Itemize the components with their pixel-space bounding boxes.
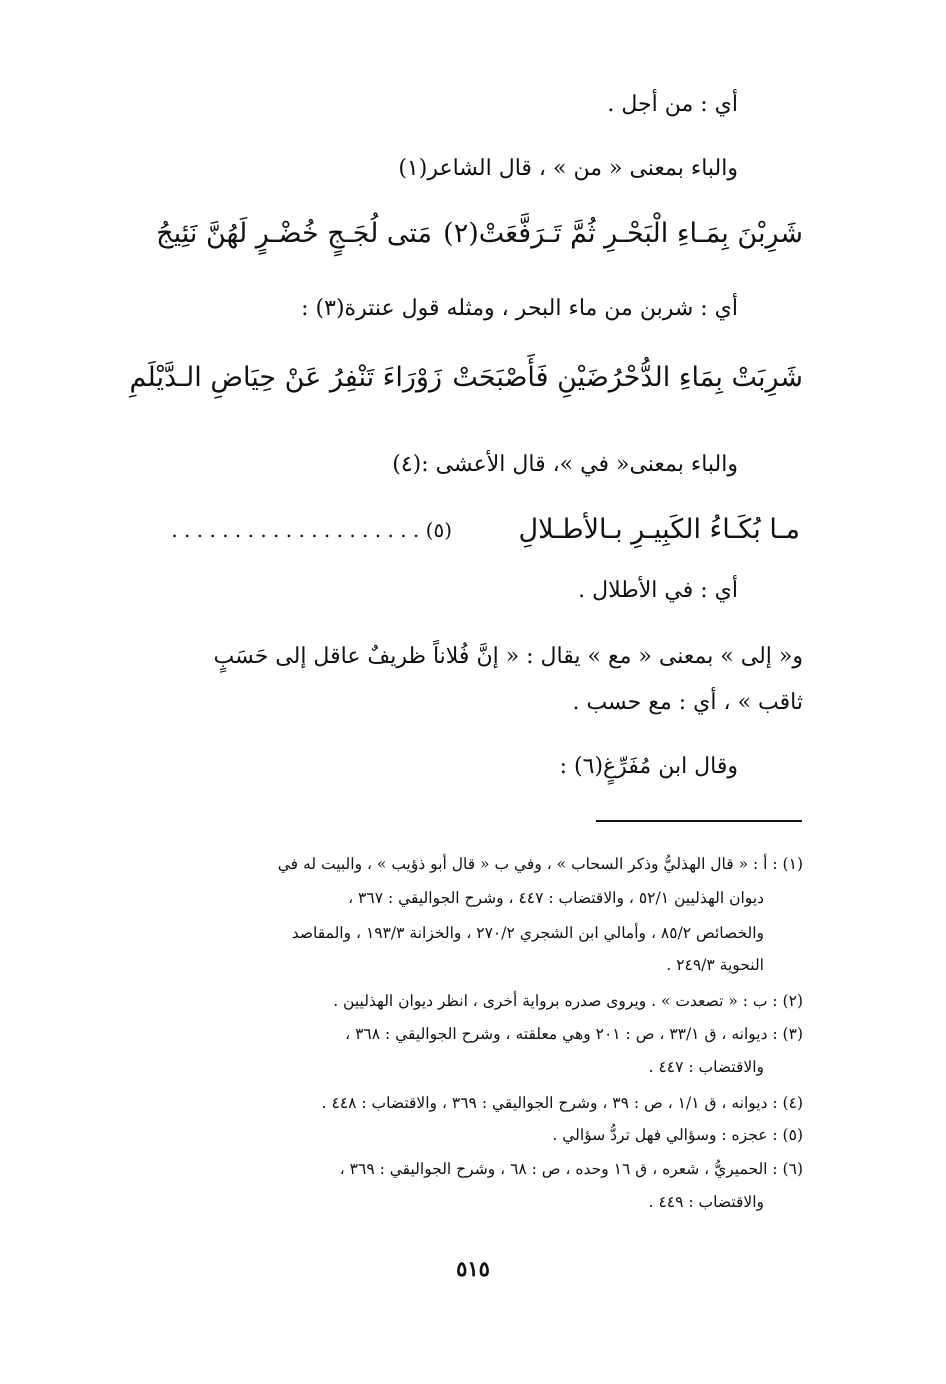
verse-3-omitted-dots: (٥) . . . . . . . . . . . . . . . . . . . . [171,518,452,542]
footnote-6-line-2: والاقتضاب : ٤٤٩ . [648,1193,764,1211]
verse-2 [0,362,946,402]
page-number: ٥١٥ [456,1256,490,1281]
verse-3-first-hemistich: مـا بُكَـاءُ الكَبِيـرِ بـالأطـلالِ [518,514,800,545]
footnote-3-line-2: والاقتضاب : ٤٤٧ . [648,1058,764,1076]
footnote-4: (٤) : ديوانه ، ق ١/١ ، ص : ٣٩ ، وشرح الجواليقي : ٣٦٩ ، والاقتضاب : ٤٤٨ . [321,1094,803,1112]
footnote-separator [596,820,802,822]
body-line-2: والباء بمعنى « من » ، قال الشاعر(١) [398,156,738,181]
verse-2-first-hemistich: شَرِبَتْ بِمَاءِ الدُّحْرُضَيْنِ فَأَصْبَحَتْ [452,362,803,393]
verse-2-second-hemistich: زَوْرَاءَ تَنْفِرُ عَنْ حِيَاضِ الـدَّيْلَمِ [129,362,442,393]
footnote-6-line-1: (٦) : الحميريُّ ، شعره ، ق ١٦ وحده ، ص : ٦٨ ، وشرح الجواليقي : ٣٦٩ ، [339,1160,803,1178]
footnote-1-line-4: النحوية ٢٤٩/٣ . [666,956,764,974]
verse-1 [0,218,946,258]
body-line-8: وقال ابن مُفَرِّغٍ(٦) : [559,754,738,779]
verse-1-second-hemistich: مَتى لُجَـجٍ خُضْـرٍ لَهُنَّ نَئِيجُ [156,218,432,249]
body-line-3: أي : شربن من ماء البحر ، ومثله قول عنترة(٣) : [301,296,738,321]
footnote-1-line-1: (١) : أ : « قال الهذليُّ وذكر السحاب » ، وفي ب « قال أبو ذؤيب » ، والبيت له في [277,855,803,873]
footnote-2: (٢) : ب : « تصعدت » . ويروى صدره برواية أخرى ، انظر ديوان الهذليين . [333,992,803,1010]
body-line-6: و« إلى » بمعنى « مع » يقال : « إنَّ فُلاناً ظريفٌ عاقل إلى حَسَبٍ [213,644,803,669]
body-line-7: ثاقب » ، أي : مع حسب . [572,690,803,715]
body-line-4: والباء بمعنى« في »، قال الأعشى :(٤) [392,452,738,477]
footnote-3-line-1: (٣) : ديوانه ، ق ٣٣/١ ، ص : ٢٠١ وهي معلقته ، وشرح الجواليقي : ٣٦٨ ، [345,1025,803,1043]
body-line-5: أي : في الأطلال . [578,578,738,603]
footnote-1-line-2: ديوان الهذليين ٥٢/١ ، والاقتضاب : ٤٤٧ ، وشرح الجواليقي : ٣٦٧ ، [348,889,764,907]
verse-3 [0,514,946,554]
footnote-1-line-3: والخصائص ٨٥/٢ ، وأمالي ابن الشجري ٢٧٠/٢ ، والخزانة ١٩٣/٣ ، والمقاصد [291,924,764,942]
body-line-1: أي : من أجل . [607,92,738,117]
verse-1-first-hemistich: شَرِبْنَ بِمَـاءِ الْبَحْـرِ ثُمَّ تَـرَفَّعَتْ(٢) [443,218,803,249]
footnote-5: (٥) : عجزه : وسؤالي فهل تردُّ سؤالي . [552,1126,803,1144]
